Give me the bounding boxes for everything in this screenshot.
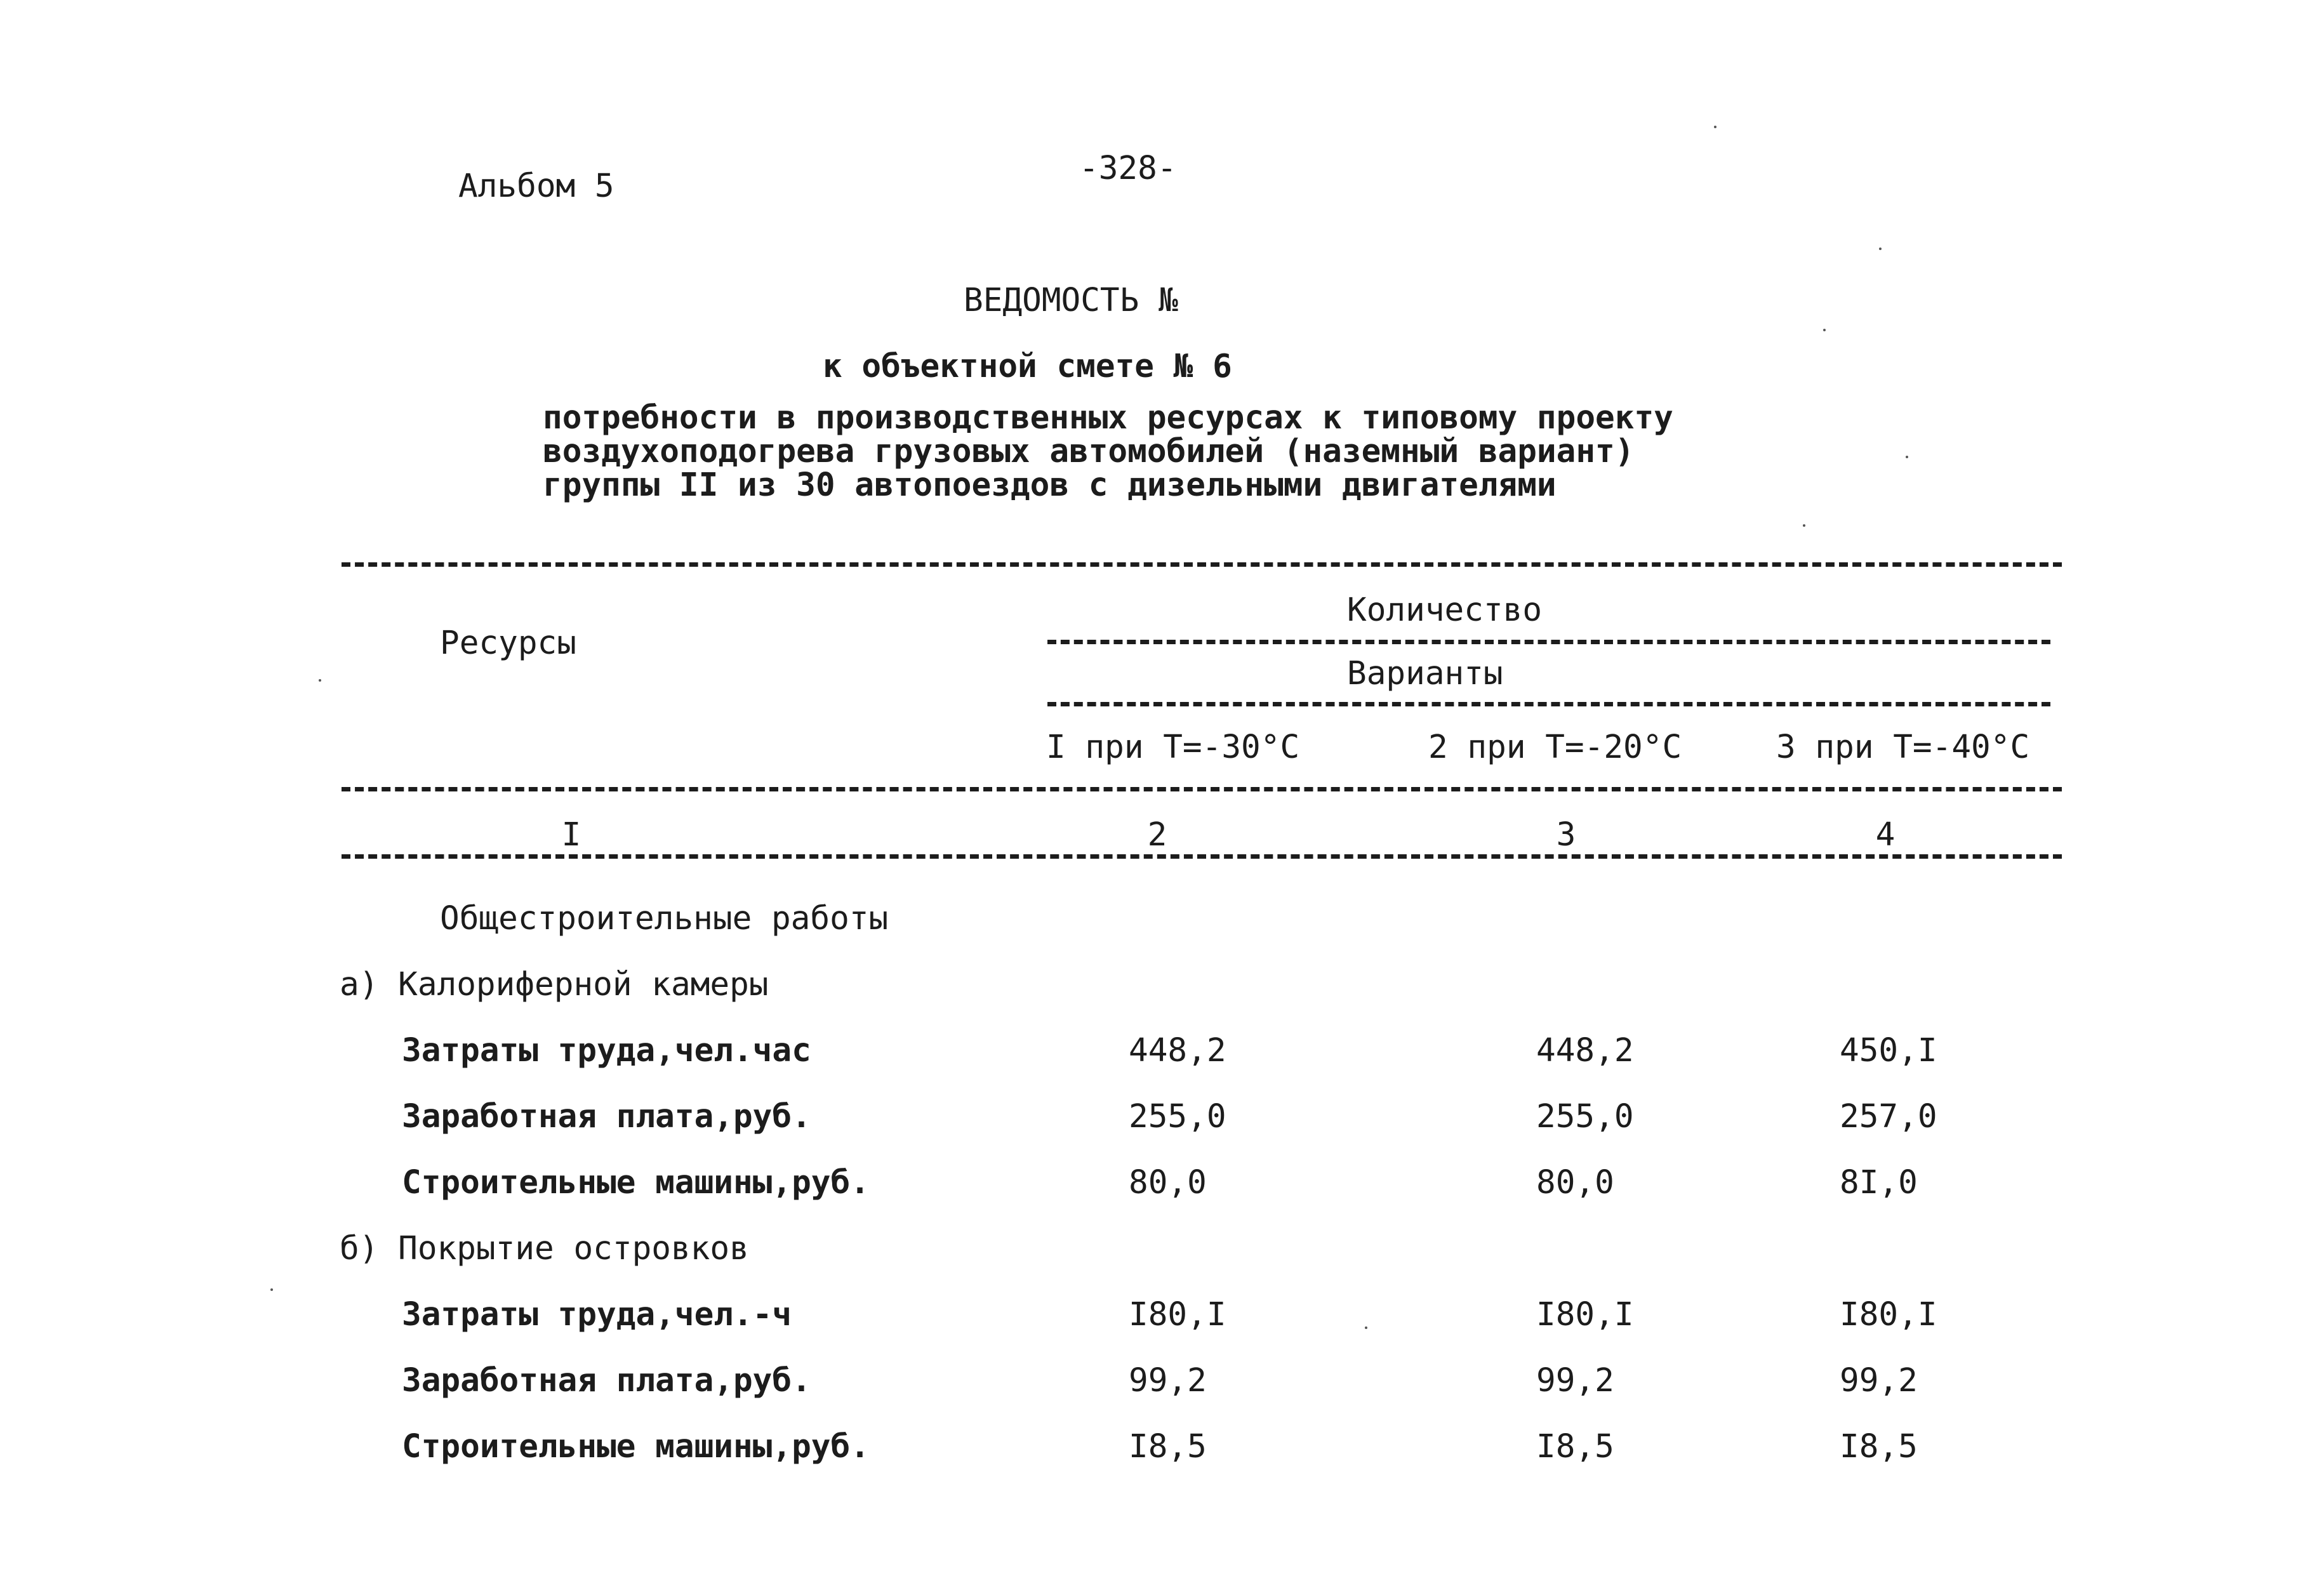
row-label: Затраты труда,чел.-ч [402, 1296, 792, 1333]
variant-1-header: I при Т=-30°С [1046, 729, 1300, 766]
group-title: а) Калориферной камеры [340, 966, 769, 1003]
column-numbers-rule [342, 854, 2062, 859]
row-value-variant-3: I8,5 [1840, 1428, 1918, 1465]
column-number: 3 [1556, 816, 1576, 854]
description-line: воздухоподогрева грузовых автомобилей (наземный вариант) [543, 433, 1635, 470]
variant-3-header: 3 при Т=-40°С [1776, 729, 2030, 766]
scan-speck [1714, 126, 1716, 128]
document-subheading: к объектной смете № 6 [823, 348, 1232, 385]
scan-speck [1365, 1326, 1367, 1329]
document-description [543, 401, 1673, 502]
row-value-variant-3: 257,0 [1840, 1098, 1937, 1135]
row-value-variant-1: I8,5 [1129, 1428, 1207, 1465]
row-label: Заработная плата,руб. [402, 1098, 811, 1135]
row-value-variant-3: 99,2 [1840, 1362, 1918, 1399]
scan-speck [1823, 329, 1826, 331]
scan-speck [270, 1288, 273, 1291]
row-label: Строительные машины,руб. [402, 1164, 870, 1201]
row-value-variant-2: I80,I [1536, 1296, 1634, 1333]
row-value-variant-2: 448,2 [1536, 1032, 1634, 1069]
row-value-variant-1: I80,I [1129, 1296, 1226, 1333]
description-line: группы II из 30 автопоездов с дизельными двигателями [543, 466, 1557, 504]
variants-header: Варианты [1347, 655, 1503, 692]
row-value-variant-1: 99,2 [1129, 1362, 1207, 1399]
section-title: Общестроительные работы [440, 900, 889, 937]
column-number: 4 [1875, 816, 1896, 854]
page-number: -328- [1079, 150, 1177, 187]
quantity-rule [1047, 640, 2050, 644]
column-number: I [561, 816, 581, 854]
scan-speck [1803, 524, 1805, 527]
row-value-variant-1: 80,0 [1129, 1164, 1207, 1201]
row-value-variant-3: I80,I [1840, 1296, 1937, 1333]
column-number: 2 [1147, 816, 1167, 854]
group-title: б) Покрытие островков [340, 1230, 749, 1267]
head-bottom-rule [342, 787, 2062, 791]
row-value-variant-3: 8I,0 [1840, 1164, 1918, 1201]
resources-header: Ресурсы [440, 625, 576, 662]
variants-rule [1047, 702, 2050, 706]
row-label: Заработная плата,руб. [402, 1362, 811, 1399]
row-value-variant-2: 80,0 [1536, 1164, 1614, 1201]
row-value-variant-3: 450,I [1840, 1032, 1937, 1069]
row-value-variant-2: I8,5 [1536, 1428, 1614, 1465]
row-value-variant-2: 99,2 [1536, 1362, 1614, 1399]
quantity-header: Количество [1347, 592, 1543, 629]
row-value-variant-1: 448,2 [1129, 1032, 1226, 1069]
album-label: Альбом 5 [458, 168, 614, 205]
scan-speck [1879, 248, 1882, 250]
scan-speck [1906, 456, 1908, 458]
row-label: Строительные машины,руб. [402, 1428, 870, 1465]
row-label: Затраты труда,чел.час [402, 1032, 811, 1069]
variant-2-header: 2 при Т=-20°С [1428, 729, 1682, 766]
row-value-variant-2: 255,0 [1536, 1098, 1634, 1135]
document-heading: ВЕДОМОСТЬ № [964, 282, 1178, 319]
table-top-rule [342, 562, 2062, 567]
row-value-variant-1: 255,0 [1129, 1098, 1226, 1135]
scan-speck [319, 679, 321, 682]
description-line: потребности в производственных ресурсах к типовому проекту [543, 399, 1673, 437]
